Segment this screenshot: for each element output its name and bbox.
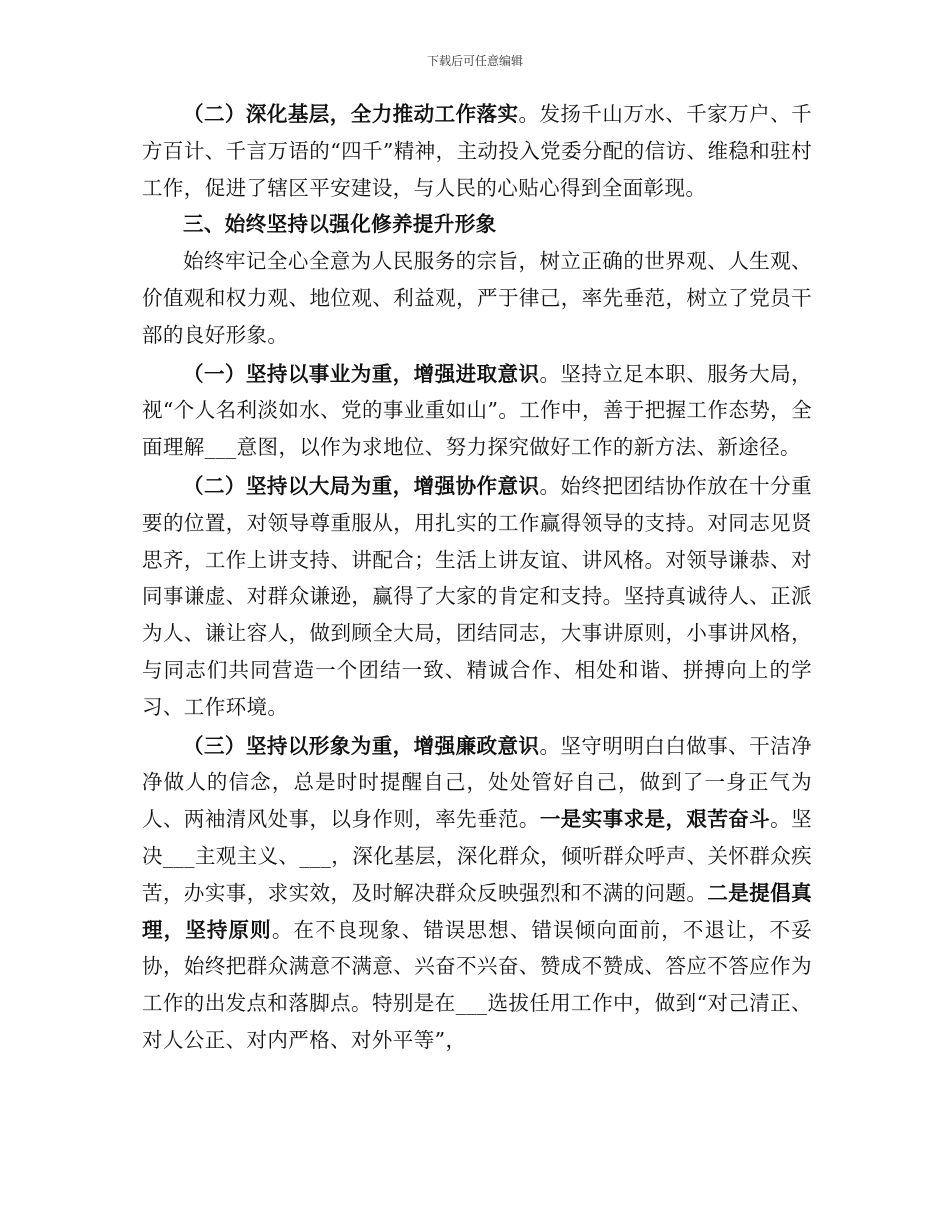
paragraph-heading: （三）坚持以形象为重，增强廉政意识 xyxy=(183,733,540,758)
subpoint-text-2: 。在不良现象、错误思想、错误倾向面前，不退让，不妥协，始终把群众满意不满意、兴奋不兴奋、赞成不赞成、答应不答应作为工作的出发点和落脚点。特别是在___选拔任用工作中，做到“对己清正、对人公正、对内严格、对外平等”， xyxy=(142,917,813,1052)
paragraph-text: 。始终把团结协作放在十分重要的位置，对领导尊重服从，用扎实的工作赢得领导的支持。对同志见贤思齐，工作上讲支持、讲配合；生活上讲友谊、讲风格。对领导谦恭、对同事谦虚、对群众谦逊，赢得了大家的肯定和支持。坚持真诚待人、正派为人、谦让容人，做到顾全大局，团结同志，大事讲原则，小事讲风格，与同志们共同营造一个团结一致、精诚合作、相处和谐、拼搏向上的学习、工作环境。 xyxy=(142,473,812,719)
paragraph-overall-first xyxy=(142,468,812,726)
paragraph-heading: （二）深化基层，全力推动工作落实 xyxy=(183,102,519,126)
paragraph-image-first xyxy=(142,728,812,1059)
paragraph-text: 。发扬千山万水、千家万户、千方百计、千言万语的“四千”精神，主动投入党委分配的信访、维稳和驻村工作，促进了辖区平安建设，与人民的心贴心得到全面彰现。 xyxy=(142,102,812,200)
paragraph-career-first xyxy=(142,356,812,466)
paragraph-section-intro: 始终牢记全心全意为人民服务的宗旨，树立正确的世界观、人生观、价值观和权力观、地位观、利益观，严于律己，率先垂范，树立了党员干部的良好形象。 xyxy=(142,249,812,347)
page-header: 下载后可任意编辑 xyxy=(426,54,523,68)
subpoint-heading-1: 一是实事求是，艰苦奋斗 xyxy=(539,807,771,832)
subpoint-text-1: 。坚决___主观主义、___，深化基层，深化群众，倾听群众呼声、关怀群众疾苦，办实事，求实效，及时解决群众反映强烈和不满的问题。 xyxy=(142,807,812,905)
paragraph-deepen-grassroots xyxy=(142,96,812,206)
paragraph-text: 。坚守明明白白做事、干洁净净做人的信念，总是时时提醒自己，处处管好自己，做到了一身正气为人、两袖清风处事，以身作则，率先垂范。 xyxy=(142,733,812,832)
document-body xyxy=(142,96,812,1059)
subpoint-heading-2: 二是提倡真理，坚持原则 xyxy=(142,880,812,942)
paragraph-text: 。坚持立足本职、服务大局，视“个人名利淡如水、党的事业重如山”。工作中，善于把握工作态势，全面理解___意图，以作为求地位、努力探究做好工作的新方法、新途径。 xyxy=(142,361,812,460)
paragraph-heading: （一）坚持以事业为重，增强进取意识 xyxy=(183,361,540,386)
section-heading-3: 三、始终坚持以强化修养提升形象 xyxy=(183,212,497,237)
paragraph-heading: （二）坚持以大局为重，增强协作意识 xyxy=(183,473,540,498)
